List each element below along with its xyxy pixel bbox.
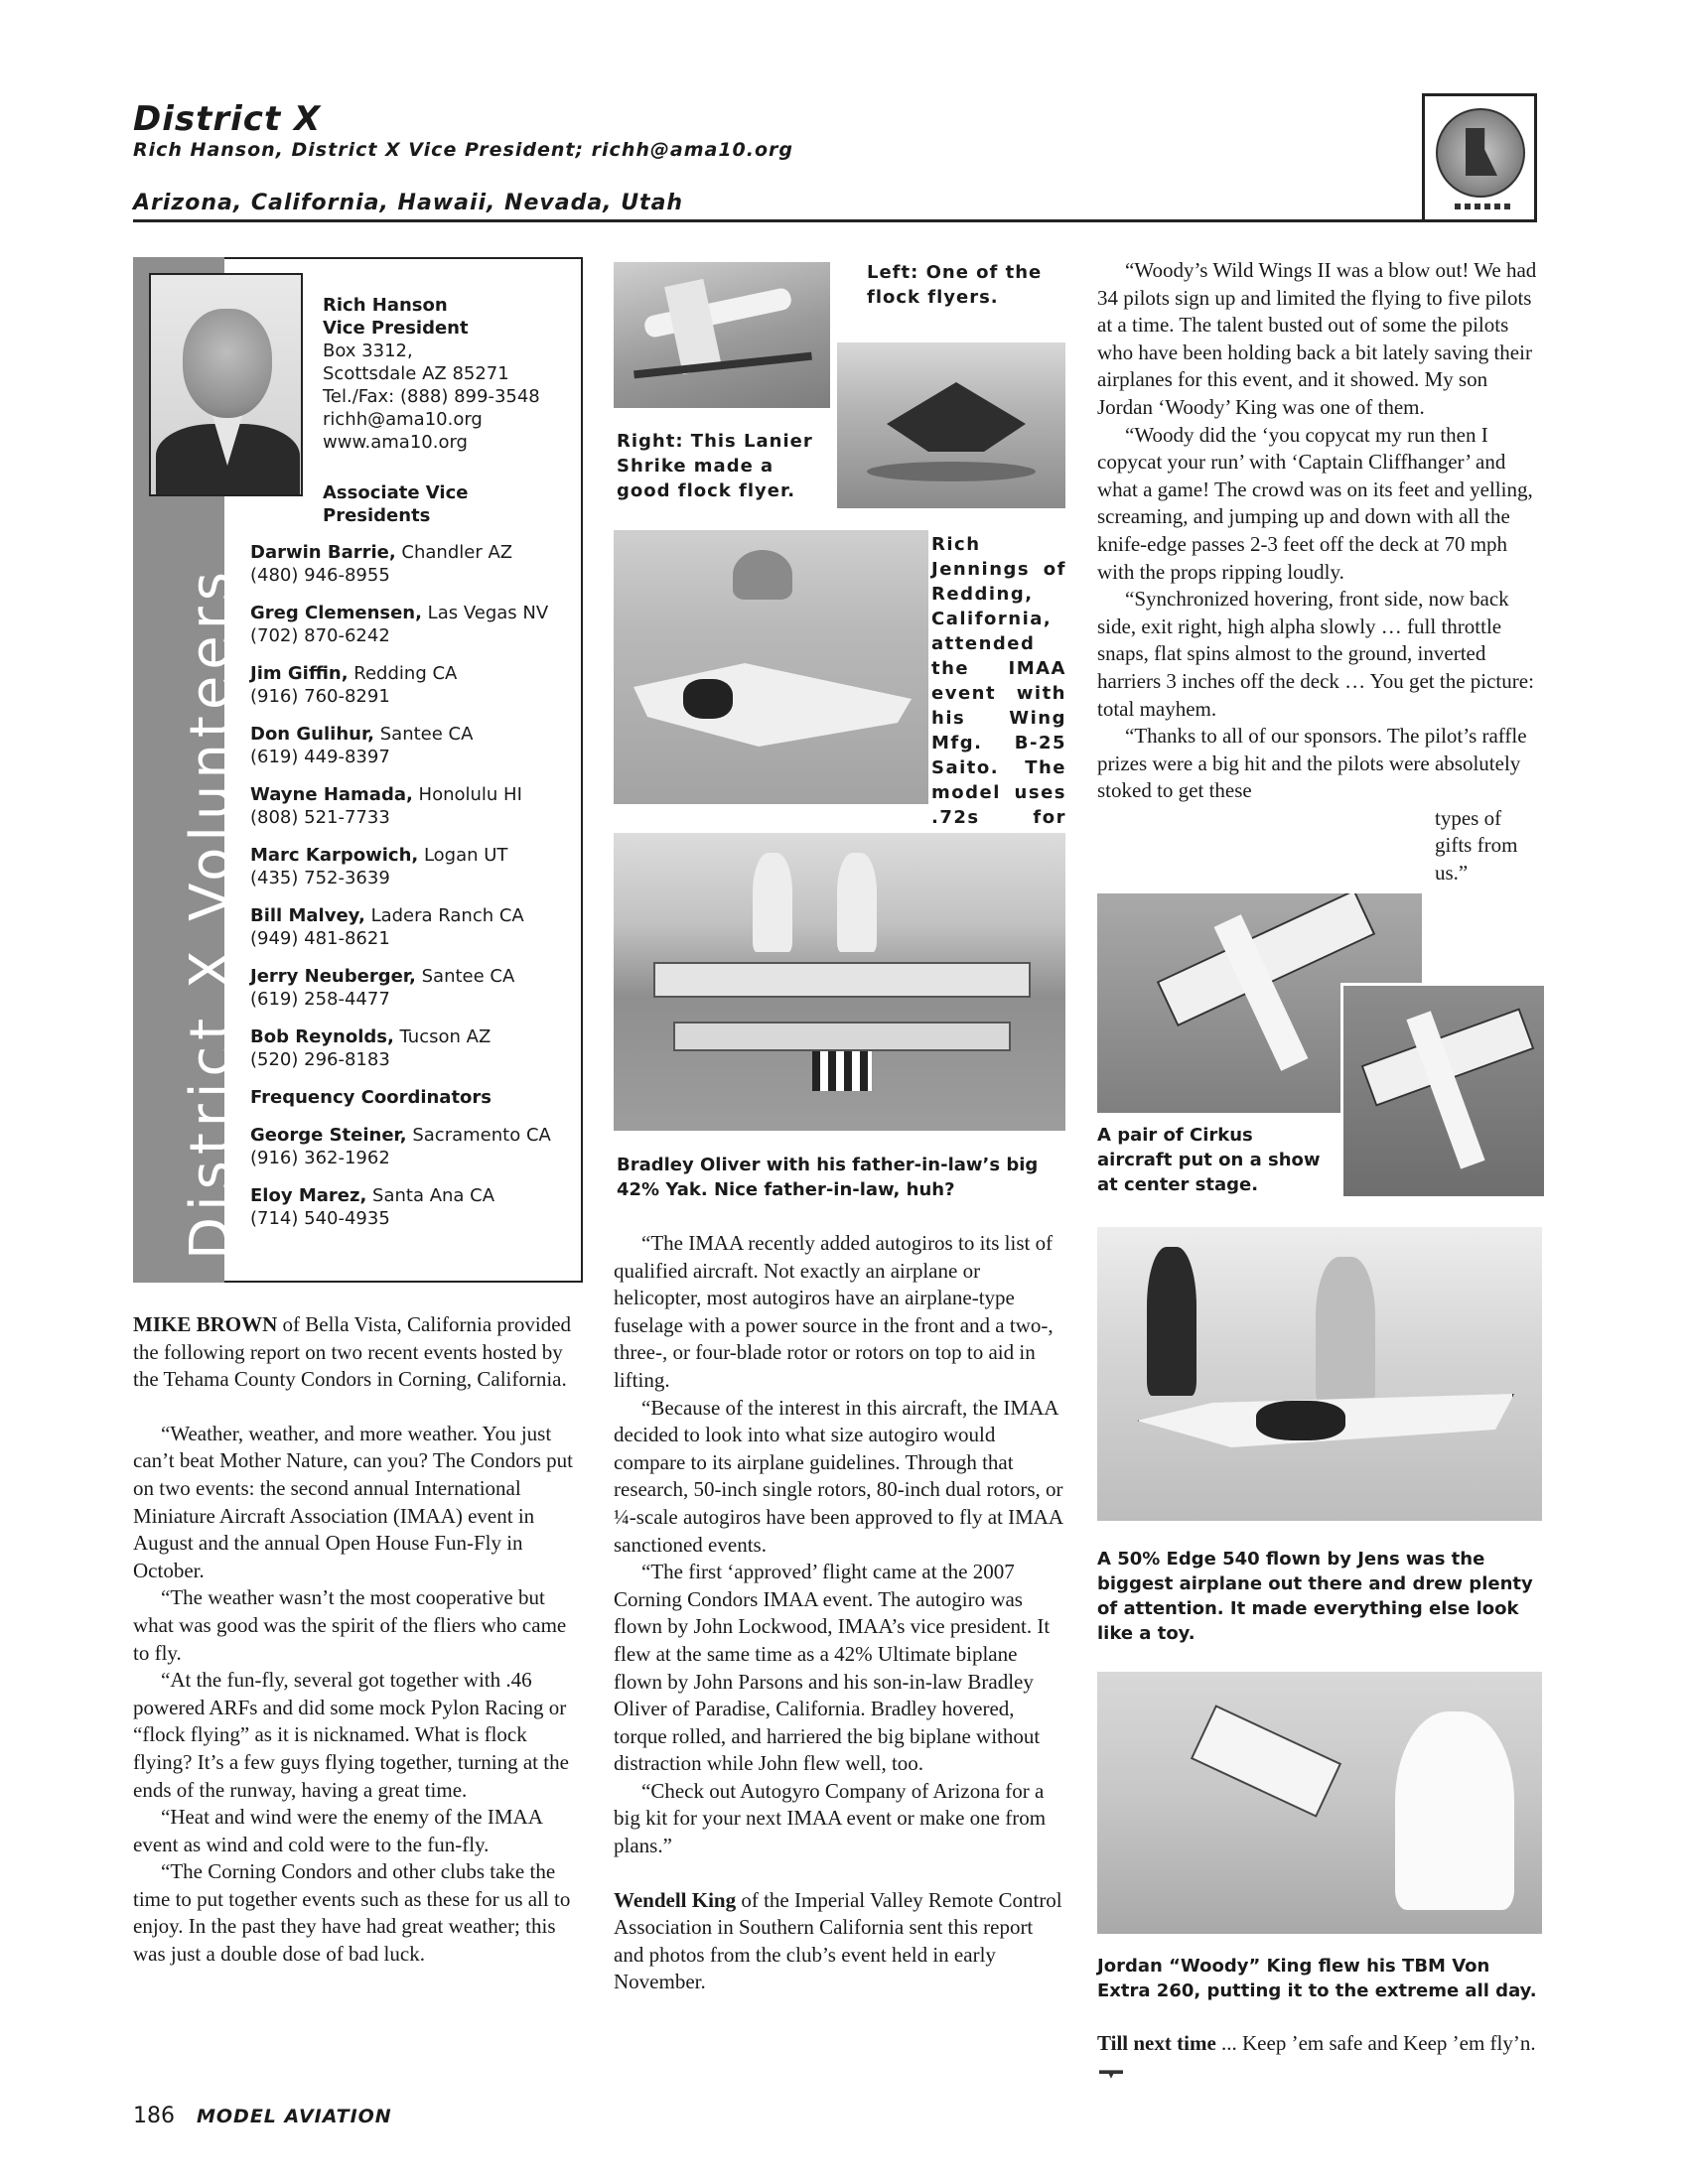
person-dark-shirt (1147, 1247, 1196, 1396)
volunteer-name: Bill Malvey, (250, 905, 365, 926)
volunteer-entry (250, 783, 583, 844)
coordinator-phone: (916) 362-1962 (250, 1148, 390, 1168)
closing-rest: ... Keep ’em safe and Keep ’em fly’n. (1215, 2031, 1536, 2055)
closing-line (1097, 2030, 1542, 2085)
edge-camo (1256, 1401, 1345, 1440)
lanier-shrike-photo (834, 340, 1065, 508)
volunteer-entry (250, 723, 583, 783)
coordinator-phone: (714) 540-4935 (250, 1208, 390, 1229)
district-logo (1422, 93, 1537, 222)
volunteer-place: Santee CA (415, 966, 515, 987)
person-left (753, 853, 792, 952)
coordinator-entry (250, 1124, 583, 1184)
vp-name: Rich Hanson (323, 295, 448, 316)
volunteer-name: Darwin Barrie, (250, 542, 396, 563)
volunteer-phone: (480) 946-8955 (250, 565, 390, 586)
volunteer-phone: (949) 481-8621 (250, 928, 390, 949)
coordinator-place: Sacramento CA (406, 1125, 551, 1146)
col3-paragraph: “Woody’s Wild Wings II was a blow out! We had 34 pilots sign up and limited the flying to five pilots at a time. The talent busted out of some the pilots who have been holding back a bit lately saving their airplanes for this event, and it showed. My son Jordan ‘Woody’ King was one of them. (1097, 258, 1537, 419)
b25-photo (614, 530, 928, 804)
volunteer-name: Jerry Neuberger, (250, 966, 416, 987)
col1-lead (133, 1311, 578, 1394)
col3-tail: types of gifts from us.” (1435, 805, 1518, 886)
closing-bold: Till next time (1097, 2031, 1216, 2055)
volunteer-phone: (702) 870-6242 (250, 625, 390, 646)
col1-paragraph: “Heat and wind were the enemy of the IMAA event as wind and cold were to the fun-fly. (133, 1805, 542, 1856)
col2-paragraph: “The IMAA recently added autogiros to its list of qualified aircraft. Not exactly an airplane or helicopter, most autogiros have an airplane-type fuselage with a power source in the front and a two-, three-, or four-blade rotor or rotors on top to aid in lifting. (614, 1231, 1054, 1392)
volunteer-place: Santee CA (374, 724, 474, 745)
col2-lead-rest: of the Imperial Valley Remote Control Association in Southern California sent this report and photos from the club’s event held in early November. (614, 1887, 1062, 1994)
coordinator-name: Eloy Marez, (250, 1185, 367, 1206)
volunteer-name: Wayne Hamada, (250, 784, 413, 805)
col1-lead-rest: of Bella Vista, California provided the following report on two recent events hosted by the Tehama County Condors in Corning, California. (133, 1312, 572, 1392)
col3-paragraph: “Woody did the ‘you copycat my run then I copycat your run’ with ‘Captain Cliffhanger’ and what a game! The crowd was on its feet and yelling, screaming, and jumping up and down with all the knife-edge passes 2-3 feet off the deck at 70 mph with the props ripping loudly. (1097, 422, 1533, 584)
ama-logo-icon (1099, 2067, 1123, 2079)
person-light-shirt (1316, 1257, 1375, 1406)
yak-photo (614, 833, 1065, 1131)
assoc-heading: Associate Vice Presidents (323, 482, 469, 526)
vp-email: richh@ama10.org (323, 409, 483, 430)
volunteer-place: Logan UT (418, 845, 508, 866)
plane-shadow (633, 352, 812, 379)
plane-wing (664, 279, 722, 374)
volunteer-entry (250, 1025, 583, 1086)
portrait-face (183, 309, 272, 418)
freq-heading: Frequency Coordinators (250, 1087, 492, 1108)
tbm-plane (1191, 1705, 1341, 1818)
volunteer-entry (250, 844, 583, 904)
checkered-cowl (812, 1051, 872, 1091)
volunteer-place: Honolulu HI (412, 784, 522, 805)
volunteer-phone: (619) 258-4477 (250, 989, 390, 1010)
column-2-text (614, 1230, 1065, 1996)
col1-paragraph: “The Corning Condors and other clubs take the time to put together events such as these for us all to enjoy. In the past they have had great weather; this was just a double dose of bad luck. (133, 1859, 571, 1967)
district-seal-icon (1436, 108, 1525, 198)
caption-left: Left: One of the flock flyers. (867, 262, 1043, 308)
col1-paragraph: “At the fun-fly, several got together with .46 powered ARFs and did some mock Pylon Racing or “flock flying” as it is nicknamed. What is flock flying? It’s a few guys flying together, turning at the ends of the runway, having a great time. (133, 1668, 569, 1802)
b25-wing (633, 639, 912, 758)
shrike-shadow (867, 462, 1036, 481)
volunteer-place: Redding CA (348, 663, 458, 684)
coordinator-place: Santa Ana CA (366, 1185, 495, 1206)
caption-tbm: Jordan “Woody” King flew his TBM Von Extra 260, putting it to the extreme all day. (1097, 1956, 1537, 2001)
vp-phone: Tel./Fax: (888) 899-3548 (323, 386, 540, 407)
col2-paragraph: “Check out Autogyro Company of Arizona for a big kit for your next IMAA event or make one from plans.” (614, 1778, 1047, 1858)
column-1-text (133, 1311, 578, 1969)
caption-right: Right: This Lanier Shrike made a good flock flyer. (617, 431, 813, 501)
shrike-airframe (887, 382, 1026, 452)
volunteer-entry (250, 904, 583, 965)
volunteer-phone: (619) 449-8397 (250, 747, 390, 767)
edge540-photo (1097, 1227, 1542, 1521)
volunteer-name: Marc Karpowich, (250, 845, 419, 866)
col2-lead-name: Wendell King (614, 1887, 737, 1912)
caption-cirkus: A pair of Cirkus aircraft put on a show at center stage. (1097, 1125, 1321, 1195)
magazine-name: MODEL AVIATION (197, 2106, 392, 2127)
vp-website: www.ama10.org (323, 432, 468, 453)
volunteer-place: Chandler AZ (395, 542, 513, 563)
col2-paragraph: “The first ‘approved’ flight came at the 2007 Corning Condors IMAA event. The autogiro was flown by John Lockwood, IMAA’s vice president. It flew at the same time as a 42% Ultimate biplane flown by John Parsons and his son-in-law Bradley Oliver of Paradise, California. Bradley hovered, torque rolled, and harriered the big biplane without distraction while John flew well, too. (614, 1560, 1051, 1776)
col2-paragraph: “Because of the interest in this aircraft, the IMAA decided to look into what size autogiro would compare to its airplane guidelines. Through that research, 50-inch single rotors, 80-inch dual rotors, or ¼-scale autogiros have been approved to fly at IMAA sanctioned events. (614, 1395, 1063, 1557)
volunteer-name: Jim Giffin, (250, 663, 349, 684)
b25-camo (683, 679, 733, 719)
volunteer-phone: (435) 752-3639 (250, 868, 390, 888)
seal-dots-icon (1455, 204, 1510, 209)
volunteer-name: Bob Reynolds, (250, 1026, 394, 1047)
volunteer-entry (250, 965, 583, 1025)
volunteer-name: Don Gulihur, (250, 724, 375, 745)
col2-lead (614, 1887, 1065, 1996)
coordinator-entry (250, 1184, 583, 1245)
vp-contact (323, 294, 581, 454)
column-3-text (1097, 257, 1539, 887)
section-title: District X (133, 99, 322, 139)
vp-role: Vice President (323, 318, 469, 339)
caption-jennings: Rich Jennings of Redding, California, attended the IMAA event with his Wing Mfg. B-25 Saito. The model uses .72s for (931, 534, 1066, 828)
page-footer (133, 2103, 392, 2128)
volunteer-name: Greg Clemensen, (250, 603, 422, 623)
pilot-jordan (1395, 1711, 1514, 1910)
pilot-figure (733, 550, 792, 600)
coordinator-name: George Steiner, (250, 1125, 407, 1146)
col1-lead-name: MIKE BROWN (133, 1312, 278, 1336)
volunteer-phone: (520) 296-8183 (250, 1049, 390, 1070)
col1-paragraph: “Weather, weather, and more weather. You just can’t beat Mother Nature, can you? The Condors put on two events: the second annual International Miniature Aircraft Association (IMAA) event in August and the annual Open House Fun-Fly in October. (133, 1421, 574, 1582)
vp-address-2: Scottsdale AZ 85271 (323, 363, 509, 384)
volunteer-place: Las Vegas NV (421, 603, 549, 623)
volunteers-band-label: District X Volunteers (179, 566, 243, 1260)
cirkus-photo-2 (1340, 983, 1544, 1196)
volunteer-entry (250, 541, 583, 602)
volunteer-list (250, 541, 583, 1245)
col1-paragraph: “The weather wasn’t the most cooperative but what was good was the spirit of the fliers who came to fly. (133, 1585, 567, 1665)
caption-edge: A 50% Edge 540 flown by Jens was the biggest airplane out there and drew plenty of attention. It made everything else look like a toy. (1097, 1549, 1533, 1644)
volunteer-place: Ladera Ranch CA (364, 905, 524, 926)
header-rule (133, 219, 1536, 222)
volunteer-phone: (916) 760-8291 (250, 686, 390, 707)
volunteer-entry (250, 602, 583, 662)
states-line: Arizona, California, Hawaii, Nevada, Utah (133, 191, 684, 215)
volunteer-place: Tucson AZ (393, 1026, 492, 1047)
portrait-photo (149, 273, 303, 496)
flock-flyer-photo (614, 262, 830, 408)
person-right (837, 853, 877, 952)
section-subtitle: Rich Hanson, District X Vice President; richh@ama10.org (133, 139, 793, 161)
biplane-top-wing (653, 962, 1031, 998)
volunteer-phone: (808) 521-7733 (250, 807, 390, 828)
caption-yak: Bradley Oliver with his father-in-law’s big 42% Yak. Nice father-in-law, huh? (617, 1155, 1039, 1200)
volunteer-entry (250, 662, 583, 723)
vp-address-1: Box 3312, (323, 341, 413, 361)
biplane-lower-wing (673, 1022, 1011, 1051)
tbm-photo (1097, 1672, 1542, 1934)
col3-paragraph: “Thanks to all of our sponsors. The pilot’s raffle prizes were a big hit and the pilots were absolutely stoked to get these (1097, 724, 1527, 803)
col3-paragraph: “Synchronized hovering, front side, now back side, exit right, high alpha slowly … full throttle snaps, flat spins almost to the ground, inverted harriers 3 inches off the deck … You get the picture: total mayhem. (1097, 587, 1534, 721)
page-number: 186 (133, 2104, 175, 2128)
